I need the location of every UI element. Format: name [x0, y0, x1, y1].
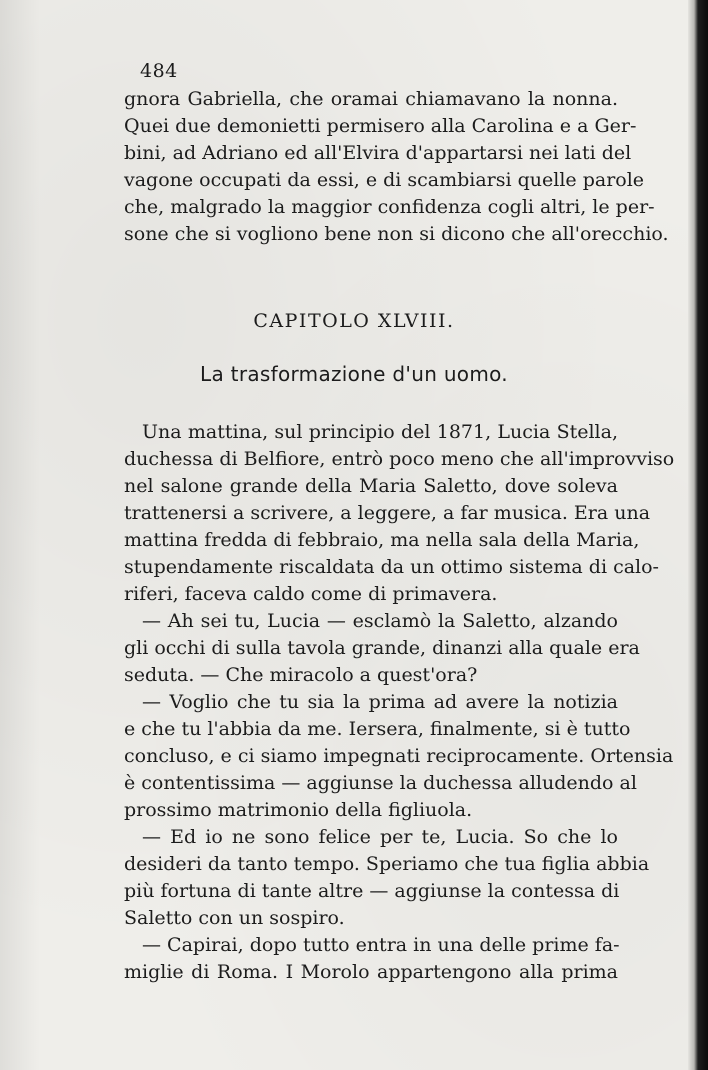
text-line: trattenersi a scrivere, a leggere, a far musica. Era una: [124, 502, 651, 524]
chapter-body: [124, 419, 675, 986]
page-edge-shadow: [688, 0, 708, 1070]
text-line: mattina fredda di febbraio, ma nella sala della Maria,: [124, 529, 640, 551]
page-number: 484: [140, 60, 178, 82]
text-line: gli occhi di sulla tavola grande, dinanzi alla quale era: [124, 637, 640, 659]
text-line: duchessa di Belfiore, entrò poco meno che all'improvviso: [124, 448, 675, 470]
text-line: è contentissima — aggiunse la duchessa alludendo al: [124, 772, 637, 794]
text-line: Una mattina, sul principio del 1871, Lucia Stella,: [142, 421, 618, 443]
text-line: che, malgrado la maggior confidenza cogli altri, le per-: [124, 196, 655, 218]
text-line: miglie di Roma. I Morolo appartengono alla prima: [124, 961, 618, 983]
text-line: Saletto con un sospiro.: [124, 907, 345, 929]
text-line: desideri da tanto tempo. Speriamo che tua figlia abbia: [124, 853, 650, 875]
text-line: vagone occupati da essi, e di scambiarsi quelle parole: [124, 169, 645, 191]
text-line: gnora Gabriella, che oramai chiamavano la nonna.: [124, 88, 618, 110]
text-line: stupendamente riscaldata da un ottimo sistema di calo-: [124, 556, 659, 578]
text-line: riferi, faceva caldo come di primavera.: [124, 583, 498, 605]
text-line: nel salone grande della Maria Saletto, dove soleva: [124, 475, 618, 497]
text-line: sone che si vogliono bene non si dicono che all'orecchio.: [124, 223, 669, 245]
text-line: — Voglio che tu sia la prima ad avere la notizia: [142, 691, 618, 713]
opening-paragraph: [124, 86, 669, 248]
chapter-title: CAPITOLO XLVIII.: [253, 310, 455, 332]
page-gutter-shadow: [0, 0, 40, 1070]
text-line: seduta. — Che miracolo a quest'ora?: [124, 664, 478, 686]
chapter-subtitle: La trasformazione d'un uomo.: [200, 362, 508, 386]
text-line: — Ed io ne sono felice per te, Lucia. So che lo: [142, 826, 618, 848]
text-line: — Ah sei tu, Lucia — esclamò la Saletto, alzando: [142, 610, 618, 632]
text-line: — Capirai, dopo tutto entra in una delle prime fa-: [142, 934, 620, 956]
text-line: bini, ad Adriano ed all'Elvira d'appartarsi nei lati del: [124, 142, 632, 164]
text-line: concluso, e ci siamo impegnati reciprocamente. Ortensia: [124, 745, 674, 767]
text-line: e che tu l'abbia da me. Iersera, finalmente, si è tutto: [124, 718, 631, 740]
text-line: Quei due demonietti permisero alla Carolina e a Ger-: [124, 115, 637, 137]
text-line: più fortuna di tante altre — aggiunse la contessa di: [124, 880, 620, 902]
text-line: prossimo matrimonio della figliuola.: [124, 799, 473, 821]
